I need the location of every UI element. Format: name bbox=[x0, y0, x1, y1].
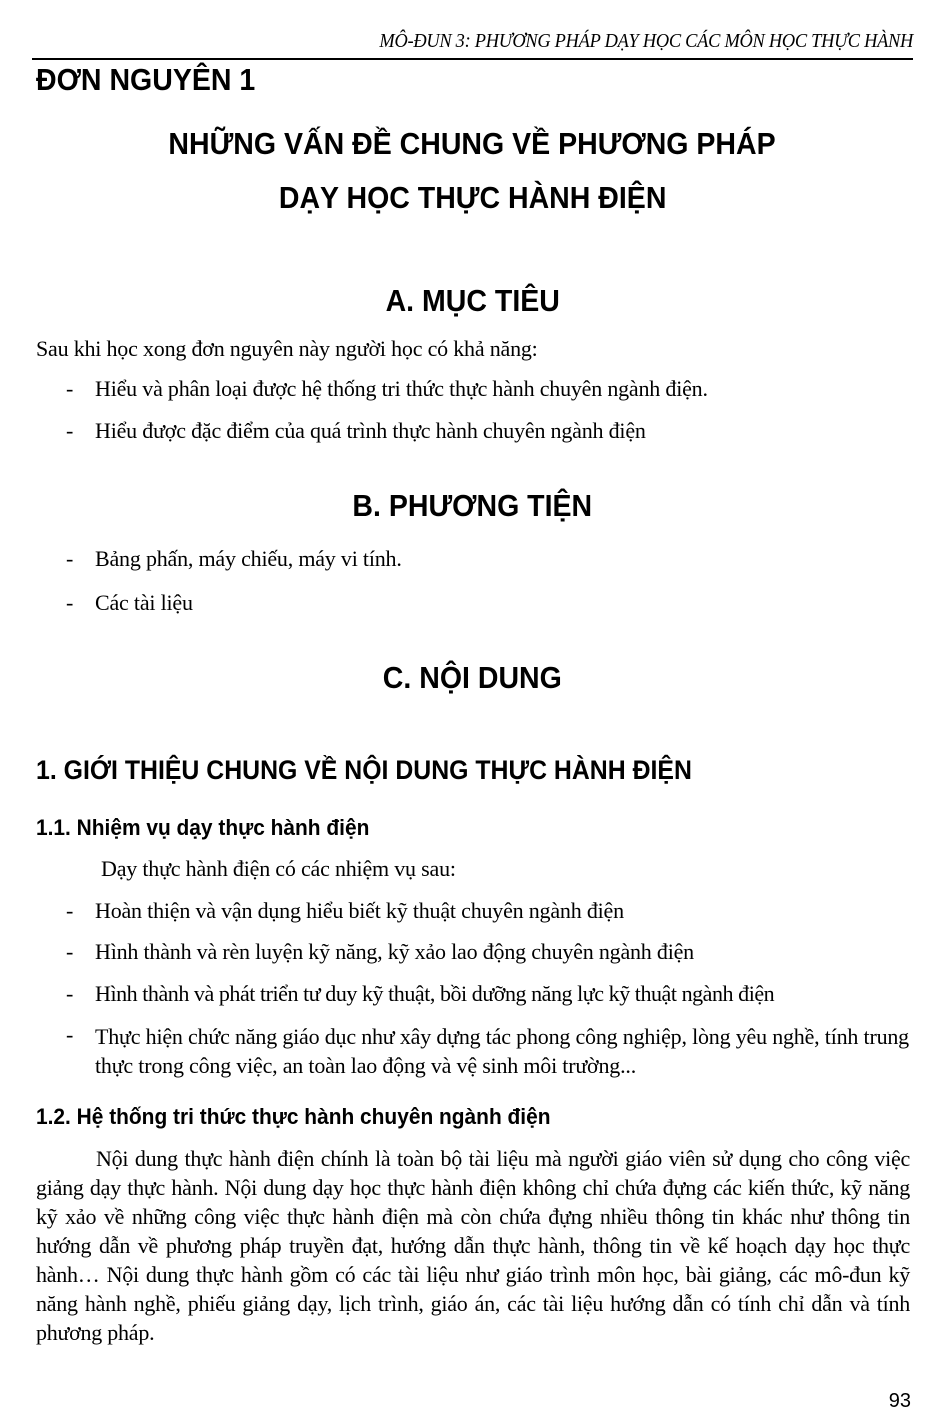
bullet-dash: - bbox=[66, 898, 74, 923]
bullet-dash: - bbox=[66, 590, 74, 615]
bullet-dash: - bbox=[66, 418, 74, 443]
section-a-title-text: A. MỤC TIÊU bbox=[385, 283, 560, 318]
section-b-title-text: B. PHƯƠNG TIỆN bbox=[352, 488, 593, 523]
subsection-1-2-paragraph: Nội dung thực hành điện chính là toàn bộ tài liệu mà người giáo viên sử dụng cho công việc giảng dạy thực hành. Nội dung dạy học thực hành điện không chỉ chứa đựng các kiến thức, kỹ năng kỹ xảo về những công việc thực hành điện mà còn chứa đựng nhiều thông tin khác như thông tin hướng dẫn về phương pháp truyền đạt, hướng dẫn thực hành, thông tin về kế hoạch dạy học thực hành… Nội dung thực hành gồm có các tài liệu như giáo trình môn học, bài giảng, các mô-đun kỹ năng hành nghề, phiếu giảng dạy, lịch trình, giáo án, các tài liệu hướng dẫn có tính chỉ dẫn và tính phương pháp. bbox=[36, 1146, 910, 1345]
section-c-title-text: C. NỘI DUNG bbox=[382, 660, 563, 695]
subsection-1-2-title: 1.2. Hệ thống tri thức thực hành chuyên ngành điện bbox=[36, 1104, 551, 1129]
unit-title-line-1-text: NHỮNG VẤN ĐỀ CHUNG VỀ PHƯƠNG PHÁP bbox=[168, 126, 777, 161]
subsection-1-1-intro: Dạy thực hành điện có các nhiệm vụ sau: bbox=[101, 856, 456, 881]
unit-title-line-2-text: DẠY HỌC THỰC HÀNH ĐIỆN bbox=[278, 180, 667, 215]
section-b-bullet-2: Các tài liệu bbox=[95, 590, 193, 615]
section-a-title bbox=[0, 283, 945, 319]
section-a-bullet-1: Hiểu và phân loại được hệ thống tri thức thực hành chuyên ngành điện. bbox=[95, 376, 708, 401]
unit-title-line-2 bbox=[0, 180, 945, 216]
bullet-dash: - bbox=[66, 1022, 74, 1047]
subsection-1-1-bullet-1: Hoàn thiện và vận dụng hiểu biết kỹ thuật chuyên ngành điện bbox=[95, 898, 624, 923]
bullet-dash: - bbox=[66, 981, 74, 1006]
section-c-title bbox=[0, 660, 945, 696]
subsection-1-1-bullet-3: Hình thành và phát triển tư duy kỹ thuật, bồi dưỡng năng lực kỹ thuật ngành điện bbox=[95, 981, 775, 1006]
bullet-dash: - bbox=[66, 939, 74, 964]
subsection-1-1-bullet-4: Thực hiện chức năng giáo dục như xây dựng tác phong công nghiệp, lòng yêu nghề, tính trung thực trong công việc, an toàn lao động và vệ sinh môi trường... bbox=[95, 1024, 909, 1078]
page-number: 93 bbox=[888, 1390, 911, 1412]
header-rule bbox=[32, 58, 913, 60]
subsection-1-1-title: 1.1. Nhiệm vụ dạy thực hành điện bbox=[36, 815, 370, 840]
unit-label: ĐƠN NGUYÊN 1 bbox=[36, 62, 256, 97]
subsection-1-1-bullet-2: Hình thành và rèn luyện kỹ năng, kỹ xảo lao động chuyên ngành điện bbox=[95, 939, 694, 964]
section-b-title bbox=[0, 488, 945, 524]
section-a-intro: Sau khi học xong đơn nguyên này người học có khả năng: bbox=[36, 336, 538, 361]
chapter-1-title: 1. GIỚI THIỆU CHUNG VỀ NỘI DUNG THỰC HÀNH ĐIỆN bbox=[36, 755, 692, 785]
section-a-bullet-2: Hiểu được đặc điểm của quá trình thực hành chuyên ngành điện bbox=[95, 418, 646, 443]
section-b-bullet-1: Bảng phấn, máy chiếu, máy vi tính. bbox=[95, 546, 402, 571]
unit-title-line-1 bbox=[0, 126, 945, 162]
bullet-dash: - bbox=[66, 546, 74, 571]
running-header: MÔ-ĐUN 3: PHƯƠNG PHÁP DẠY HỌC CÁC MÔN HỌC THỰC HÀNH bbox=[379, 30, 913, 52]
bullet-dash: - bbox=[66, 376, 74, 401]
